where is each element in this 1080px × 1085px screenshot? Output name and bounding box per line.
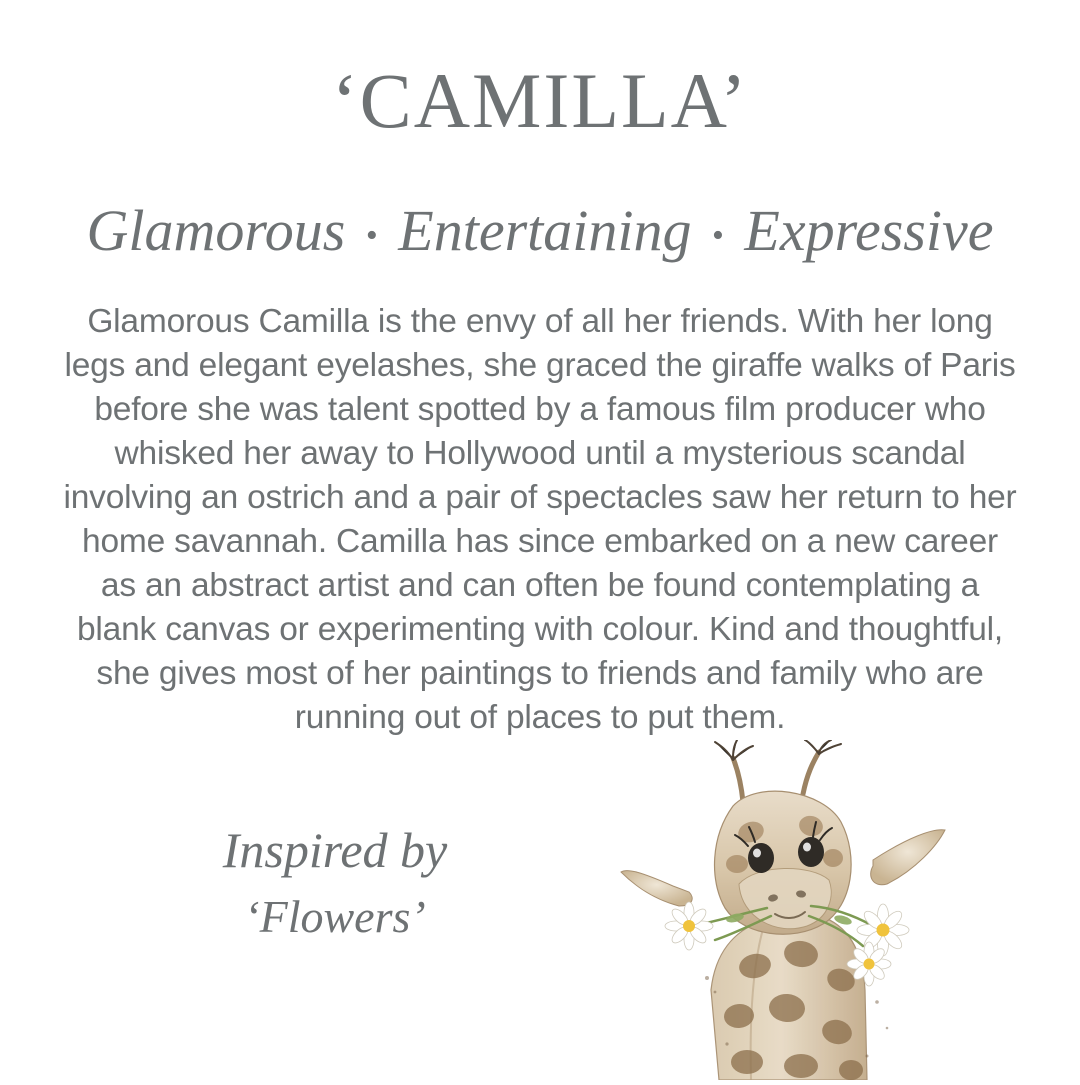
trait-3: Expressive [744, 198, 994, 263]
trait-separator-2: • [712, 216, 724, 254]
page-title: ‘CAMILLA’ [331, 57, 749, 144]
trait-list [0, 198, 1080, 265]
giraffe-with-daisies-illustration [615, 740, 1080, 1080]
trait-2: Entertaining [398, 198, 692, 263]
inspired-by-block [130, 818, 540, 947]
inspired-by-label: Inspired by [222, 822, 448, 878]
inspired-by-source: ‘Flowers’ [244, 891, 426, 942]
trait-1: Glamorous [86, 198, 346, 263]
character-description: Glamorous Camilla is the envy of all her friends. With her long legs and elegant eyelashes, she graced the giraffe walks of Paris before she was talent spotted by a famous film producer who whisked her away to Hollywood until a mysterious scandal involving an ostrich and a pair of spectacles saw her return to her home savannah. Camilla has since embarked on a new career as an abstract artist and can often be found contemplating a blank canvas or experimenting with colour. Kind and thoughtful, she gives most of her paintings to friends and family who are running out of places to put them. [63, 303, 1017, 736]
trait-separator-1: • [365, 216, 378, 254]
